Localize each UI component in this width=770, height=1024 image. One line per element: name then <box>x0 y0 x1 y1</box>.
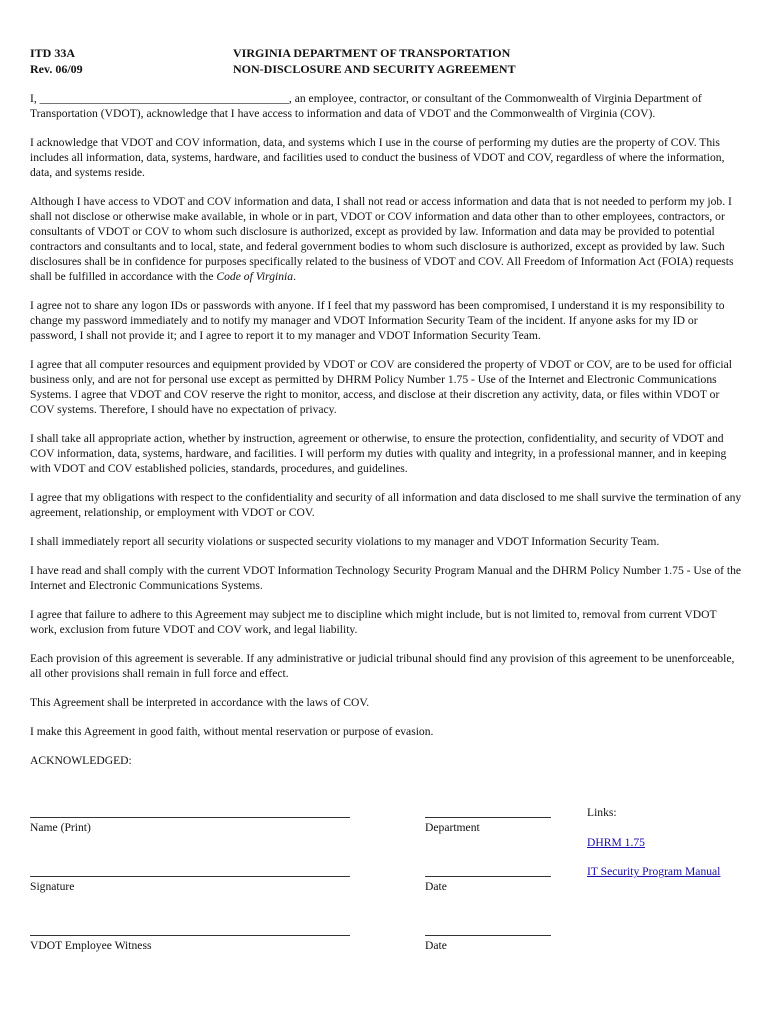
signature-label: Signature <box>30 880 75 893</box>
department-line[interactable] <box>425 817 551 818</box>
paragraph-good-faith: I make this Agreement in good faith, without mental reservation or purpose of evasion. <box>30 725 434 738</box>
date-line-1[interactable] <box>425 876 551 877</box>
paragraph-severability: Each provision of this agreement is severable. If any administrative or judicial tribunal should find any provision of this agreement to be unenforceable, all other provisions shall remain in full force and effect. <box>30 652 735 680</box>
department-label: Department <box>425 821 480 834</box>
date-line-2[interactable] <box>425 935 551 936</box>
it-security-manual-link[interactable]: IT Security Program Manual <box>587 865 721 878</box>
witness-line[interactable] <box>30 935 350 936</box>
form-id-block <box>30 45 83 77</box>
document-title: NON-DISCLOSURE AND SECURITY AGREEMENT <box>233 62 516 76</box>
agency-name: VIRGINIA DEPARTMENT OF TRANSPORTATION <box>233 46 511 60</box>
links-heading: Links: <box>587 806 617 819</box>
paragraph-discipline: I agree that failure to adhere to this Agreement may subject me to discipline which might include, but is not limited to, removal from current VDOT work, exclusion from future VDOT and COV work, and legal liability. <box>30 608 717 636</box>
paragraph-obligations: I agree that my obligations with respect to the confidentiality and security of all information and data disclosed to me shall survive the termination of any agreement, relationship, or employment with VDOT or COV. <box>30 491 742 519</box>
paragraph-governing-law: This Agreement shall be interpreted in accordance with the laws of COV. <box>30 696 370 709</box>
revision-date: Rev. 06/09 <box>30 62 83 76</box>
dhrm-link[interactable]: DHRM 1.75 <box>587 836 645 849</box>
date-label-2: Date <box>425 939 447 952</box>
acknowledged-heading: ACKNOWLEDGED: <box>30 754 132 767</box>
paragraph-resources: I agree that all computer resources and equipment provided by VDOT or COV are considered the property of VDOT or COV, are to be used for official business only, and are not for personal use except as permitted by DHRM Policy Number 1.75 - Use of the Internet and Electronic Communications Systems. I agree that VDOT and COV reserve the right to monitor, access, and disclose at their discretion any activity, data, or files within VDOT or COV systems. Therefore, I should have no expectation of privacy. <box>30 358 732 416</box>
document-header <box>233 45 516 77</box>
name-label: Name (Print) <box>30 821 91 834</box>
agreement-body <box>30 91 742 782</box>
code-of-virginia-ref: Code of Virginia <box>216 270 294 283</box>
witness-label: VDOT Employee Witness <box>30 939 152 952</box>
paragraph-identity: I, ___________________________________________, an employee, contractor, or consultant of the Commonwealth of Virginia Department of Transportation (VDOT), acknowledge that I have access to information and data of VDOT and the Commonwealth of Virginia (COV). <box>30 92 702 120</box>
paragraph-protection: I shall take all appropriate action, whether by instruction, agreement or otherwise, to ensure the protection, confidentiality, and security of VDOT and COV information, data, systems, hardware, and facilities. I will perform my duties with quality and integrity, in a professional manner, and in keeping with VDOT and COV established policies, standards, procedures, and guidelines. <box>30 432 727 475</box>
paragraph-passwords: I agree not to share any logon IDs or passwords with anyone. If I feel that my password has been compromised, I understand it is my responsibility to change my password immediately and to notify my manager and VDOT Information Security Team of the incident. If anyone asks for my ID or password, I shall not provide it; and I agree to report it to my manager and VDOT Information Security Team. <box>30 299 725 342</box>
paragraph-disclosure-end: . <box>293 270 296 283</box>
form-number: ITD 33A <box>30 46 76 60</box>
paragraph-property: I acknowledge that VDOT and COV information, data, and systems which I use in the course of performing my duties are the property of COV. This includes all information, data, systems, hardware, and facilities used to conduct the business of VDOT and COV, regardless of where the information, data, and systems reside. <box>30 136 725 179</box>
paragraph-compliance: I have read and shall comply with the current VDOT Information Technology Security Program Manual and the DHRM Policy Number 1.75 - Use of the Internet and Electronic Communications Systems. <box>30 564 742 592</box>
paragraph-disclosure-text: Although I have access to VDOT and COV information and data, I shall not read or access information and data that is not needed to perform my job. I shall not disclose or otherwise make available, in whole or in part, VDOT or COV information and data other than to other employees, contractors, or consultants of VDOT or COV to whom such disclosure is authorized, except as provided by law. Information and data may be provided to potential contractors and consultants and to local, state, and federal government bodies to whom such disclosure is authorized, except as provided by law. Such disclosures shall be in confidence for purposes specifically related to the business of VDOT and COV. All Freedom of Information Act (FOIA) requests shall be fulfilled in accordance with the <box>30 195 734 283</box>
date-label-1: Date <box>425 880 447 893</box>
paragraph-reporting: I shall immediately report all security violations or suspected security violations to my manager and VDOT Information Security Team. <box>30 535 660 548</box>
paragraph-disclosure <box>30 194 742 284</box>
name-line[interactable] <box>30 817 350 818</box>
signature-line[interactable] <box>30 876 350 877</box>
